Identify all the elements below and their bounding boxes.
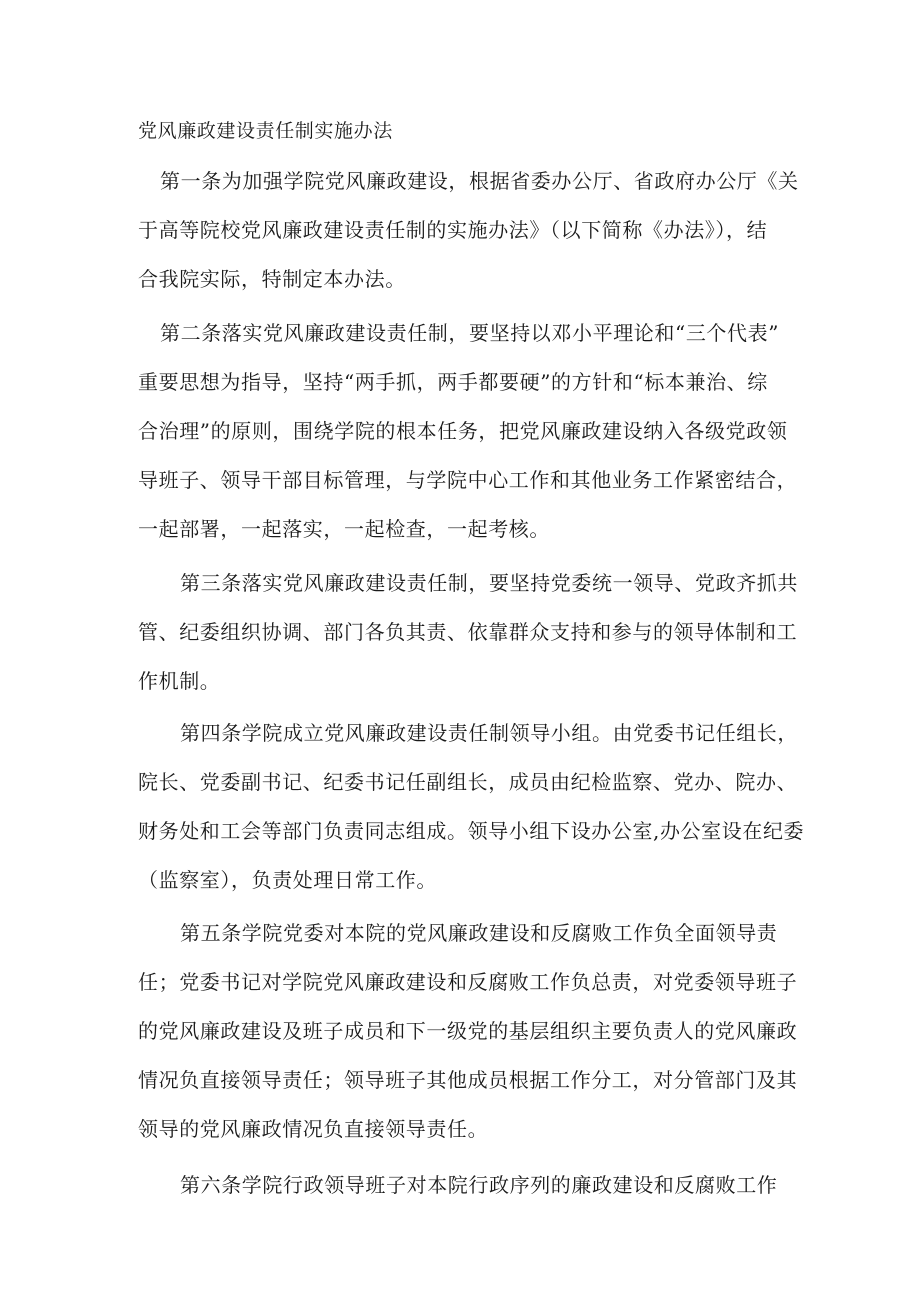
article-5-line-2: 任；党委书记对学院党风廉政建设和反腐败工作负总责，对党委领导班子	[138, 970, 798, 994]
article-4-line-2: 院长、党委副书记、纪委书记任副组长，成员由纪检监察、党办、院办、	[138, 770, 798, 794]
article-1-line-2: 于高等院校党风廉政建设责任制的实施办法》（以下简称《办法》），结	[138, 218, 768, 242]
article-2-line-5: 一起部署，一起落实，一起检查，一起考核。	[138, 517, 550, 541]
article-1-line-3: 合我院实际，特制定本办法。	[138, 267, 406, 291]
article-5-line-4: 情况负直接领导责任；领导班子其他成员根据工作分工，对分管部门及其	[138, 1068, 798, 1092]
article-5-line-1: 第五条学院党委对本院的党风廉政建设和反腐败工作负全面领导责	[180, 921, 778, 945]
article-2-line-1: 第二条落实党风廉政建设责任制，要坚持以邓小平理论和“三个代表”	[160, 321, 780, 345]
document-title: 党风廉政建设责任制实施办法	[138, 120, 393, 142]
article-3-line-3: 作机制。	[138, 669, 221, 693]
article-1-line-1: 第一条为加强学院党风廉政建设，根据省委办公厅、省政府办公厅《关	[160, 169, 799, 193]
article-4-line-4: （监察室），负责处理日常工作。	[138, 868, 437, 892]
article-3-line-2: 管、纪委组织协调、部门各负其责、依靠群众支持和参与的领导体制和工	[138, 620, 798, 644]
article-4-line-1: 第四条学院成立党风廉政建设责任制领导小组。由党委书记任组长，	[180, 721, 798, 745]
article-2-line-2: 重要思想为指导，坚持“两手抓，两手都要硬”的方针和“标本兼治、综	[138, 370, 768, 394]
article-5-line-3: 的党风廉政建设及班子成员和下一级党的基层组织主要负责人的党风廉政	[138, 1019, 798, 1043]
article-2-line-3: 合治理”的原则，围绕学院的根本任务，把党风廉政建设纳入各级党政领	[138, 419, 788, 443]
article-2-line-4: 导班子、领导干部目标管理，与学院中心工作和其他业务工作紧密结合，	[138, 468, 798, 492]
article-3-line-1: 第三条落实党风廉政建设责任制，要坚持党委统一领导、党政齐抓共	[180, 571, 798, 595]
article-4-line-3: 财务处和工会等部门负责同志组成。领导小组下设办公室,办公室设在纪委	[138, 819, 805, 843]
article-6-line-1: 第六条学院行政领导班子对本院行政序列的廉政建设和反腐败工作	[180, 1173, 778, 1197]
article-5-line-5: 领导的党风廉政情况负直接领导责任。	[138, 1117, 489, 1141]
